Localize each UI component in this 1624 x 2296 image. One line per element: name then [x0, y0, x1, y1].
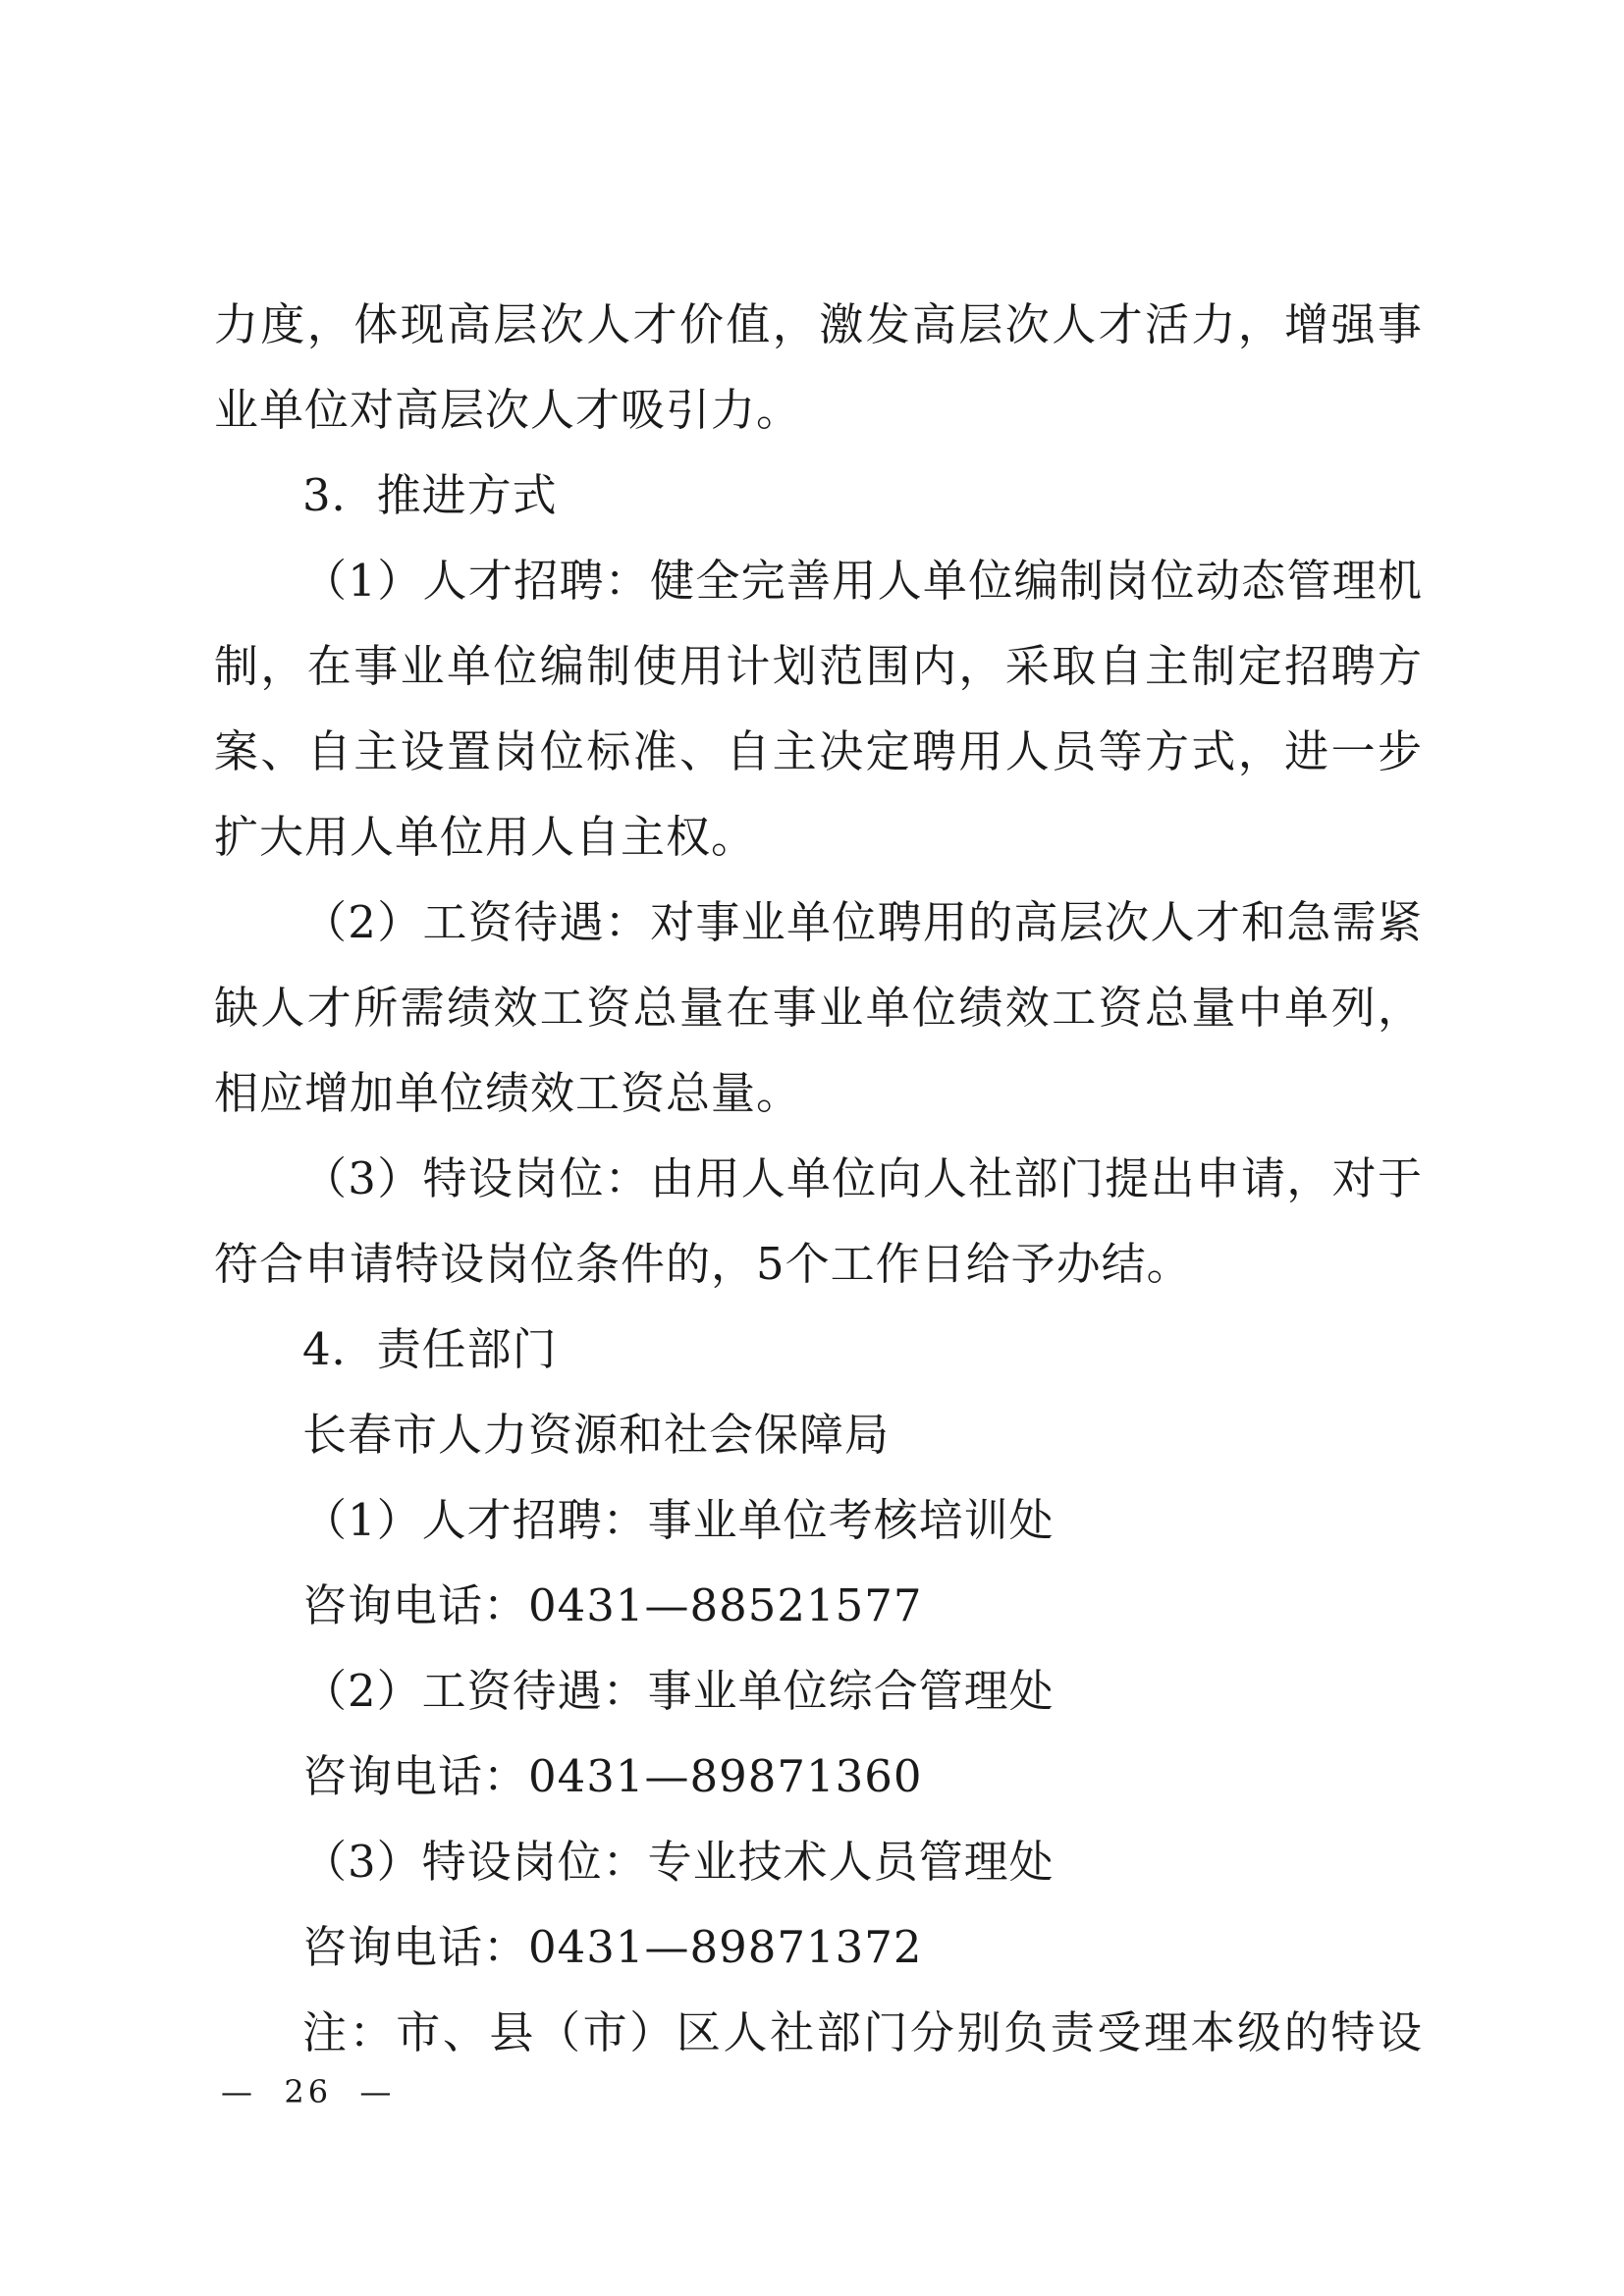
text-line: （2）工资待遇：对事业单位聘用的高层次人才和急需紧: [302, 896, 1422, 948]
phone-line: 咨询电话：0431—89871372: [302, 1921, 923, 1973]
office-line: （3）特设岗位：专业技术人员管理处: [302, 1836, 1055, 1888]
phone-line: 咨询电话：0431—89871360: [302, 1750, 923, 1802]
text-line: 符合申请特设岗位条件的，5个工作日给予办结。: [214, 1238, 1192, 1290]
text-line: 扩大用人单位用人自主权。: [214, 811, 757, 863]
text-line: （3）特设岗位：由用人单位向人社部门提出申请，对于: [302, 1152, 1422, 1204]
body-text: [214, 282, 1422, 2075]
office-line: （1）人才招聘：事业单位考核培训处: [302, 1494, 1055, 1546]
text-line: 缺人才所需绩效工资总量在事业单位绩效工资总量中单列，: [214, 982, 1422, 1034]
section-heading: 4．责任部门: [302, 1323, 558, 1375]
note-line: 注：市、县（市）区人社部门分别负责受理本级的特设: [302, 2006, 1422, 2058]
section-heading: 3．推进方式: [302, 469, 558, 521]
office-line: （2）工资待遇：事业单位综合管理处: [302, 1665, 1055, 1717]
text-line: 制，在事业单位编制使用计划范围内，采取自主制定招聘方: [214, 640, 1422, 692]
text-line: 相应增加单位绩效工资总量。: [214, 1067, 802, 1119]
text-line: （1）人才招聘：健全完善用人单位编制岗位动态管理机: [302, 555, 1422, 607]
text-line: 力度，体现高层次人才价值，激发高层次人才活力，增强事: [214, 298, 1422, 350]
department-name: 长春市人力资源和社会保障局: [302, 1409, 891, 1461]
phone-line: 咨询电话：0431—88521577: [302, 1579, 923, 1631]
page-number: — 26 —: [221, 2073, 396, 2110]
text-line: 案、自主设置岗位标准、自主决定聘用人员等方式，进一步: [214, 725, 1422, 777]
text-line: 业单位对高层次人才吸引力。: [214, 384, 802, 436]
